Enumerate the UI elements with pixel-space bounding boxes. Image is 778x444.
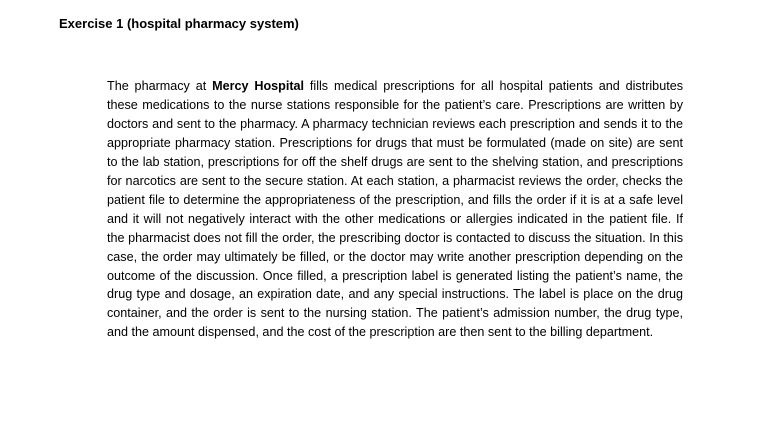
paragraph-body: fills medical prescriptions for all hospital patients and distributes these medications to the nurse stations responsible for the patient’s care. Prescriptions are written by doctors and sent to the pharmacy. A pharmacy technician reviews each prescription and sends it to the appropriate pharmacy station. Prescriptions for drugs that must be formulated (made on site) are sent to the lab station, prescriptions for off the shelf drugs are sent to the shelving station, and prescriptions for narcotics are sent to the secure station. At each station, a pharmacist reviews the order, checks the patient file to determine the appropriateness of the prescription, and fills the order if it is at a safe level and it will not negatively interact with the other medications or allergies indicated in the patient file. If the pharmacist does not fill the order, the prescribing doctor is contacted to discuss the situation. In this case, the order may ultimately be filled, or the doctor may write another prescription depending on the outcome of the discussion. Once filled, a prescription label is generated listing the patient’s name, the drug type and dosage, an expiration date, and any special instructions. The label is place on the drug container, and the order is sent to the nursing station. The patient’s admission number, the drug type, and the amount dispensed, and the cost of the prescription are then sent to the billing department.: [107, 79, 683, 340]
paragraph-intro: The pharmacy at: [107, 79, 213, 93]
exercise-heading: Exercise 1 (hospital pharmacy system): [59, 16, 299, 31]
hospital-name: Mercy Hospital: [212, 79, 305, 93]
exercise-paragraph: [107, 77, 683, 342]
